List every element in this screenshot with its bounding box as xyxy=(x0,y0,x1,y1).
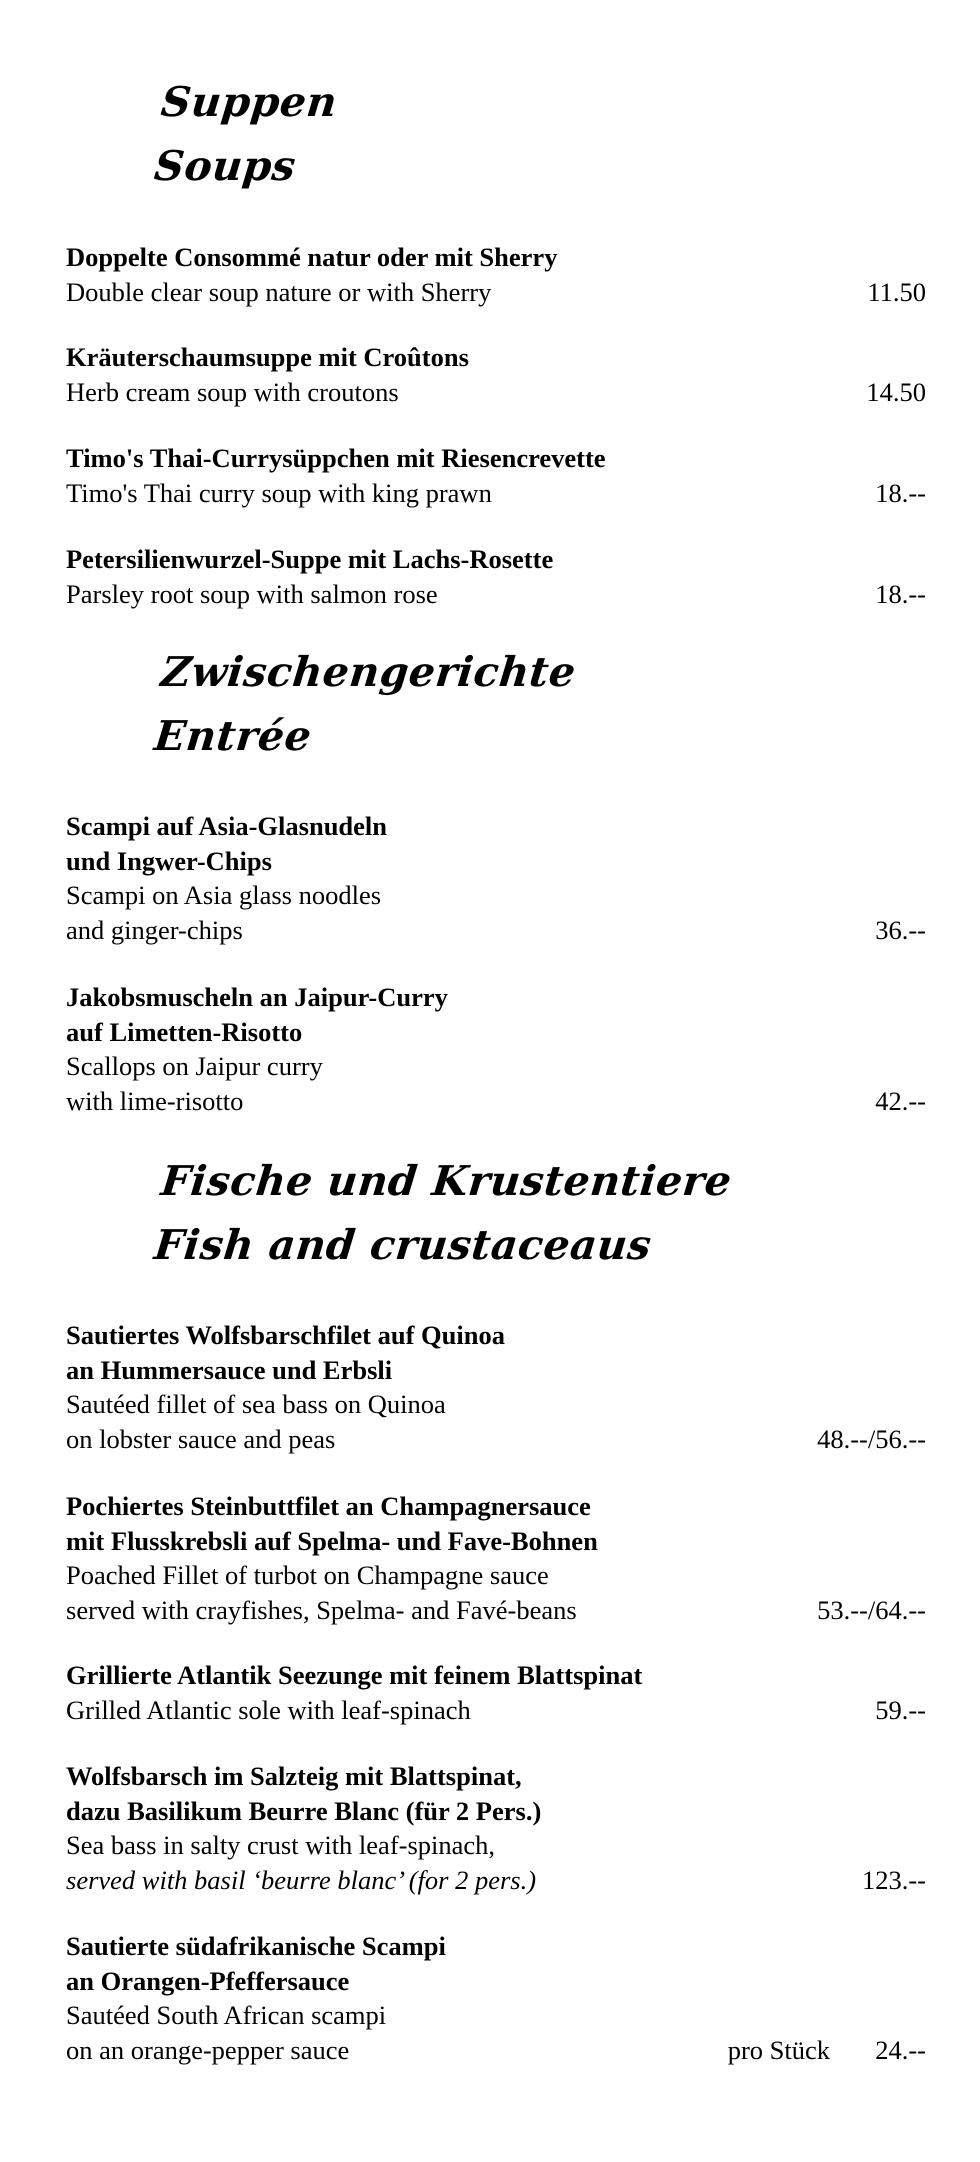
dish-name-de: Scampi auf Asia-Glasnudeln xyxy=(66,811,388,841)
dish-price: 11.50 xyxy=(867,276,926,307)
dish-line xyxy=(66,1084,926,1119)
dish-name-en: on an orange-pepper sauce xyxy=(66,2034,350,2065)
section-title-de: Fische und Krustentiere xyxy=(158,1157,735,1205)
dish-line xyxy=(66,1693,926,1728)
section-title-de: Suppen xyxy=(158,78,340,126)
dish-price: 42.-- xyxy=(875,1085,926,1116)
dish-line xyxy=(66,275,926,310)
dish-name-en: Timo's Thai curry soup with king prawn xyxy=(66,477,492,508)
dish-name-en: served with basil ‘beurre blanc’ (for 2 pers.) xyxy=(66,1864,537,1895)
dish-name-en: Grilled Atlantic sole with leaf-spinach xyxy=(66,1694,471,1725)
price-unit: pro Stück xyxy=(727,2034,830,2065)
dish-line xyxy=(66,1422,926,1457)
dish-name-en: and ginger-chips xyxy=(66,914,243,945)
dish-name-de: auf Limetten-Risotto xyxy=(66,1016,303,1047)
menu-item xyxy=(66,1759,926,1897)
dish-name-de: Kräuterschaumsuppe mit Croûtons xyxy=(66,342,469,372)
dish-name-de: Doppelte Consommé natur oder mit Sherry xyxy=(66,242,558,272)
dish-name-en: Scallops on Jaipur curry xyxy=(66,1051,323,1081)
dish-price: 18.-- xyxy=(875,477,926,508)
section-title-de: Zwischengerichte xyxy=(158,648,579,696)
menu-item xyxy=(66,1929,926,2067)
dish-name-en: Sea bass in salty crust with leaf-spinach, xyxy=(66,1830,496,1860)
dish-line xyxy=(66,375,926,410)
dish-line xyxy=(66,1863,926,1898)
dish-line xyxy=(66,476,926,511)
section-title-en: Fish and crustaceaus xyxy=(152,1221,654,1269)
dish-line xyxy=(66,577,926,612)
dish-price: 36.-- xyxy=(875,914,926,945)
dish-price: 14.50 xyxy=(866,376,926,407)
menu-item xyxy=(66,240,926,309)
dish-name-de: Pochiertes Steinbuttfilet an Champagnersauce xyxy=(66,1491,591,1521)
menu-item xyxy=(66,1658,926,1727)
dish-price: 24.-- xyxy=(875,2034,926,2065)
section-title-en: Soups xyxy=(152,142,299,190)
section-title-soups xyxy=(151,70,340,198)
dish-name-de: an Orangen-Pfeffersauce xyxy=(66,1965,350,1996)
dish-name-de: Jakobsmuscheln an Jaipur-Curry xyxy=(66,982,448,1012)
dish-price: 48.--/56.-- xyxy=(817,1423,926,1454)
dish-line xyxy=(66,913,926,948)
dish-name-en: served with crayfishes, Spelma- and Favé-beans xyxy=(66,1594,577,1625)
dish-name-en: Scampi on Asia glass noodles xyxy=(66,880,382,910)
dish-name-de: Wolfsbarsch im Salzteig mit Blattspinat, xyxy=(66,1761,522,1791)
dish-name-de: Timo's Thai-Currysüppchen mit Riesencrevette xyxy=(66,443,606,473)
section-title-en: Entrée xyxy=(152,712,314,760)
dish-name-en: on lobster sauce and peas xyxy=(66,1423,336,1454)
dish-name-de: an Hummersauce und Erbsli xyxy=(66,1354,393,1385)
menu-item xyxy=(66,809,926,947)
dish-name-en: Herb cream soup with croutons xyxy=(66,376,399,407)
dish-name-de: Grillierte Atlantik Seezunge mit feinem Blattspinat xyxy=(66,1660,643,1690)
menu-item xyxy=(66,980,926,1118)
dish-price: 59.-- xyxy=(875,1694,926,1725)
dish-line xyxy=(66,2033,926,2068)
dish-name-de: und Ingwer-Chips xyxy=(66,845,272,876)
menu-item xyxy=(66,542,926,611)
dish-name-en: Poached Fillet of turbot on Champagne sauce xyxy=(66,1560,549,1590)
section-title-entree xyxy=(151,640,579,768)
dish-name-de: Sautiertes Wolfsbarschfilet auf Quinoa xyxy=(66,1320,505,1350)
menu-item xyxy=(66,1318,926,1456)
dish-line xyxy=(66,1593,926,1628)
dish-name-en: Double clear soup nature or with Sherry xyxy=(66,276,492,307)
dish-name-de: Petersilienwurzel-Suppe mit Lachs-Rosette xyxy=(66,544,554,574)
dish-name-en: Sautéed South African scampi xyxy=(66,2000,387,2030)
dish-name-en: Parsley root soup with salmon rose xyxy=(66,578,438,609)
dish-name-de: mit Flusskrebsli auf Spelma- und Fave-Bohnen xyxy=(66,1525,598,1556)
menu-item xyxy=(66,1489,926,1627)
dish-price: 123.-- xyxy=(861,1864,926,1895)
section-title-fish xyxy=(151,1149,735,1277)
dish-name-de: dazu Basilikum Beurre Blanc (für 2 Pers.) xyxy=(66,1795,542,1826)
menu-item xyxy=(66,340,926,409)
dish-price: 53.--/64.-- xyxy=(817,1594,926,1625)
dish-name-en: with lime-risotto xyxy=(66,1085,244,1116)
dish-price: 18.-- xyxy=(875,578,926,609)
dish-name-de: Sautierte südafrikanische Scampi xyxy=(66,1931,446,1961)
dish-name-en: Sautéed fillet of sea bass on Quinoa xyxy=(66,1389,446,1419)
menu-item xyxy=(66,441,926,510)
